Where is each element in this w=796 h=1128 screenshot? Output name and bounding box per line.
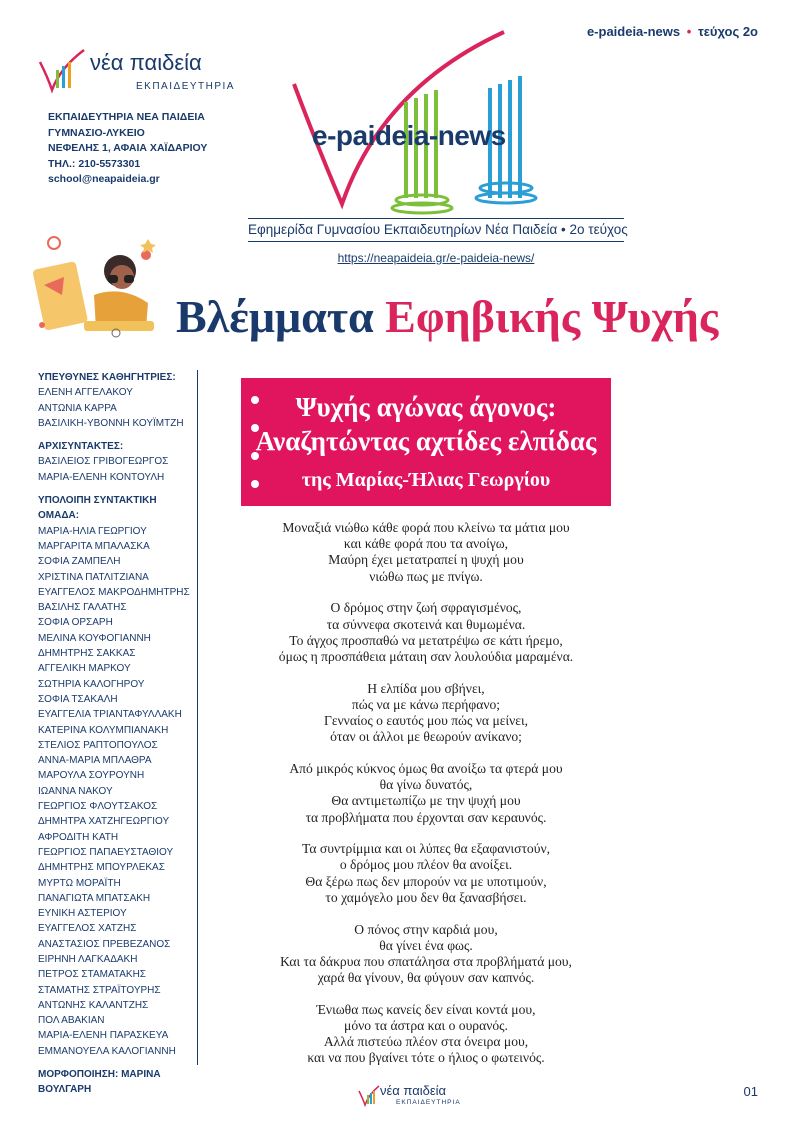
poem-line: Ο πόνος στην καρδιά μου, [354,921,498,937]
article-title-line2: Αναζητώντας αχτίδες ελπίδας [255,426,597,456]
poem-stanza [236,841,616,906]
poem-stanza [236,681,616,746]
team-list [38,524,193,1059]
teacher-name: ΕΛΕΝΗ ΑΓΓΕΛΑΚΟΥ [38,387,133,399]
poem-line: ο δρόμος μου πλέον θα ανοίξει. [339,857,513,873]
poem-stanza [236,600,616,665]
school-logo-mark-icon [38,48,88,94]
editor-name: ΜΑΡΙΑ-ΕΛΕΝΗ ΚΟΝΤΟΥΛΗ [38,471,165,483]
poem-stanza [236,1002,616,1067]
poem-line: και να που βγαίνει τότε ο ήλιος ο φωτεινός. [307,1050,545,1066]
poem-line: το χαμόγελο μου δεν θα ξανασβήσει. [325,889,527,905]
school-info-line: ΓΥΜΝΑΣΙΟ-ΛΥΚΕΙΟ [48,126,145,139]
footer-logo-sub: ΕΚΠΑΙΔΕΥΤΗΡΙΑ [396,1099,461,1106]
teacher-name: ΑΝΤΩΝΙΑ ΚΑΡΡΑ [38,402,117,414]
poem-line: πώς να με κάνω περήφανο; [351,696,501,712]
team-member-name: ΒΑΣΙΛΗΣ ΓΑΛΑΤΗΣ [38,602,127,614]
editors-list [38,454,193,485]
team-member-name: ΜΑΡΙΑ-ΗΛΙΑ ΓΕΩΡΓΙΟΥ [38,525,147,537]
team-member-name: ΑΦΡΟΔΙΤΗ ΚΑΤΗ [38,831,119,843]
editors-heading: ΑΡΧΙΣΥΝΤΑΚΤΕΣ: [38,441,124,453]
poem [236,520,616,1082]
editor-name: ΒΑΣΙΛΕΙΟΣ ΓΡΙΒΟΓΕΩΡΓΟΣ [38,456,169,468]
teachers-heading: ΥΠΕΥΘΥΝΕΣ ΚΑΘΗΓΗΤΡΙΕΣ: [38,372,176,383]
team-member-name: ΕΜΜΑΝΟΥΕΛΑ ΚΑΛΟΓΙΑΝΝΗ [38,1045,176,1057]
team-member-name: ΔΗΜΗΤΡΗΣ ΜΠΟΥΡΛΕΚΑΣ [38,862,165,874]
team-member-name: ΔΗΜΗΤΡΑ ΧΑΤΖΗΓΕΩΡΓΙΟΥ [38,816,170,828]
poem-line: Γενναίος ο εαυτός μου πώς να μείνει, [323,713,529,729]
credits-sidebar [38,370,193,1098]
newspaper-logo-text: e-paideia-news [312,120,506,151]
poem-line: όταν οι άλλοι με θεωρούν ανίκανο; [330,729,522,745]
team-member-name: ΣΩΤΗΡΙΑ ΚΑΛΟΓΗΡΟΥ [38,678,145,690]
school-info-line: ΤΗΛ.: 210-5573301 [48,157,141,170]
issue-label: τεύχος 2ο [697,24,758,39]
poem-line: θα γίνει ένα φως. [379,937,473,953]
school-info-line: ΕΚΠΑΙΔΕΥΤΗΡΙΑ ΝΕΑ ΠΑΙΔΕΙΑ [48,111,205,123]
team-member-name: ΧΡΙΣΤΙΝΑ ΠΑΤΛΙΤΖΙΑΝΑ [38,571,149,583]
issue-separator: • [686,24,692,39]
team-member-name: ΜΑΡΓΑΡΙΤΑ ΜΠΑΛΑΣΚΑ [38,540,150,552]
layout-credit: ΜΟΡΦΟΠΟΙΗΣΗ: ΜΑΡΙΝΑ ΒΟΥΛΓΑΡΗ [38,1069,161,1096]
team-member-name: ΠΕΤΡΟΣ ΣΤΑΜΑΤΑΚΗΣ [38,969,146,981]
poem-line: όμως η προσπάθεια μάταιη σαν λουλούδια μαραμένα. [278,648,574,664]
newspaper-subtitle: Εφημερίδα Γυμνασίου Εκπαιδευτηρίων Νέα Παιδεία • 2ο τεύχος [248,222,628,237]
school-info [48,110,207,188]
school-logo-sub: ΕΚΠΑΙΔΕΥΤΗΡΙΑ [136,81,235,92]
footer-logo [358,1083,468,1111]
poem-line: μόνο τα άστρα και ο ουρανός. [344,1018,508,1034]
school-logo [38,48,238,98]
poem-line: Η ελπίδα μου σβήνει, [367,680,485,696]
poem-line: νιώθω πως με πνίγω. [369,568,483,584]
section-title-part1: Βλέμματα [176,291,374,342]
poem-line: και κάθε φορά που τα ανοίγω, [343,536,509,552]
poem-line: Μαύρη έχει μετατραπεί η ψυχή μου [328,552,524,568]
section-title [176,290,718,343]
poem-line: Θα ξέρω πως δεν μπορούν να με υποτιμούν, [305,873,547,889]
team-member-name: ΣΟΦΙΑ ΤΣΑΚΑΛΗ [38,693,118,705]
teachers-list [38,385,193,431]
team-member-name: ΑΝΝΑ-ΜΑΡΙΑ ΜΠΛΑΘΡΑ [38,755,152,767]
footer-logo-mark-icon [358,1085,380,1107]
school-info-line: ΝΕΦΕΛΗΣ 1, ΑΦΑΙΑ ΧΑΪΔΑΡΙΟΥ [48,142,208,154]
poem-stanza [236,761,616,826]
newspaper-logo [232,28,572,218]
team-member-name: ΕΥΑΓΓΕΛΟΣ ΜΑΚΡΟΔΗΜΗΤΡΗΣ [38,586,190,598]
team-heading: ΥΠΟΛΟΙΠΗ ΣΥΝΤΑΚΤΙΚΗ ΟΜΑΔΑ: [38,495,157,522]
school-logo-name: νέα παιδεία [90,50,202,75]
poem-line: τα σύννεφα σκοτεινά και θυμωμένα. [326,616,526,632]
poem-line: Και τα δάκρυα που σπατάλησα στα προβλήματά μου, [280,953,572,969]
poem-line: Μοναξιά νιώθω κάθε φορά που κλείνω τα μάτια μου [282,520,570,535]
team-member-name: ΓΕΩΡΓΙΟΣ ΦΛΟΥΤΣΑΚΟΣ [38,801,158,813]
poem-line: θα γίνω δυνατός, [379,777,473,793]
newspaper-url-link[interactable]: https://neapaideia.gr/e-paideia-news/ [337,251,535,265]
team-member-name: ΕΙΡΗΝΗ ΛΑΓΚΑΔΑΚΗ [38,953,138,965]
divider [248,218,624,219]
issue-site: e-paideia-news [586,24,681,39]
team-member-name: ΚΑΤΕΡΙΝΑ ΚΟΛΥΜΠΙΑΝΑΚΗ [38,724,169,736]
team-member-name: ΙΩΑΝΝΑ ΝΑΚΟΥ [38,785,113,797]
team-member-name: ΠΟΛ ΑΒΑΚΙΑΝ [38,1015,105,1027]
article-title-line1: Ψυχής αγώνας άγονος: [295,392,557,422]
team-member-name: ΓΕΩΡΓΙΟΣ ΠΑΠΑΕΥΣΤΑΘΙΟΥ [38,846,174,858]
team-member-name: ΠΑΝΑΓΙΩΤΑ ΜΠΑΤΣΑΚΗ [38,892,151,904]
team-member-name: ΕΥΑΓΓΕΛΟΣ ΧΑΤΖΗΣ [38,923,137,935]
footer-logo-name: νέα παιδεία [380,1083,447,1098]
sidebar-divider [197,370,198,1065]
poem-line: χαρά θα γίνουν, θα φύγουν σαν καπνός. [317,970,535,986]
poem-stanza [236,520,616,585]
poem-line: Το άγχος προσπαθώ να μετατρέψω σε κάτι ήρεμο, [289,632,563,648]
team-member-name: ΣΤΑΜΑΤΗΣ ΣΤΡΑΪΤΟΥΡΗΣ [38,984,161,996]
team-member-name: ΣΟΦΙΑ ΟΡΣΑΡΗ [38,617,113,629]
team-member-name: ΣΤΕΛΙΟΣ ΡΑΠΤΟΠΟΥΛΟΣ [38,739,158,751]
section-title-part2: Εφηβικής Ψυχής [385,291,719,342]
team-member-name: ΜΕΛΙΝΑ ΚΟΥΦΟΓΙΑΝΝΗ [38,632,151,644]
team-member-name: ΜΑΡΙΑ-ΕΛΕΝΗ ΠΑΡΑΣΚΕΥΑ [38,1030,169,1042]
poem-line: Θα αντιμετωπίζω με την ψυχή μου [331,793,521,809]
divider [248,241,624,242]
girl-with-binoculars-illustration [24,225,164,345]
school-info-email[interactable]: school@neapaideia.gr [48,173,160,185]
issue-tag [587,24,758,39]
poem-line: Ένιωθα πως κανείς δεν είναι κοντά μου, [316,1001,536,1017]
team-member-name: ΑΝΑΣΤΑΣΙΟΣ ΠΡΕΒΕΖΑΝΟΣ [38,938,171,950]
poem-line: Από μικρός κύκνος όμως θα ανοίξω τα φτερά μου [289,760,563,776]
teacher-name: ΒΑΣΙΛΙΚΗ-ΥΒΟΝΝΗ ΚΟΥΪΜΤΖΗ [38,417,184,429]
team-member-name: ΑΝΤΩΝΗΣ ΚΑΛΑΝΤΖΗΣ [38,999,149,1011]
poem-line: Τα συντρίμμια και οι λύπες θα εξαφανιστούν, [302,841,550,857]
poem-line: Αλλά πιστεύω πλέον στα όνειρα μου, [323,1034,529,1050]
team-member-name: ΣΟΦΙΑ ΖΑΜΠΕΛΗ [38,556,121,568]
article-title-banner [241,378,611,506]
team-member-name: ΜΥΡΤΩ ΜΟΡΑΪΤΗ [38,877,121,889]
team-member-name: ΜΑΡΟΥΛΑ ΣΟΥΡΟΥΝΗ [38,770,145,782]
page-number: 01 [743,1084,758,1099]
team-member-name: ΑΓΓΕΛΙΚΗ ΜΑΡΚΟΥ [38,663,131,675]
poem-stanza [236,922,616,987]
poem-line: τα προβλήματα που έρχονται σαν κεραυνός. [305,809,547,825]
article-author: της Μαρίας-Ήλιας Γεωργίου [301,469,551,491]
team-member-name: ΕΥΝΙΚΗ ΑΣΤΕΡΙΟΥ [38,908,127,920]
team-member-name: ΔΗΜΗΤΡΗΣ ΣΑΚΚΑΣ [38,648,136,660]
team-member-name: ΕΥΑΓΓΕΛΙΑ ΤΡΙΑΝΤΑΦΥΛΛΑΚΗ [38,709,182,721]
poem-line: Ο δρόμος στην ζωή σφραγισμένος, [330,600,522,616]
